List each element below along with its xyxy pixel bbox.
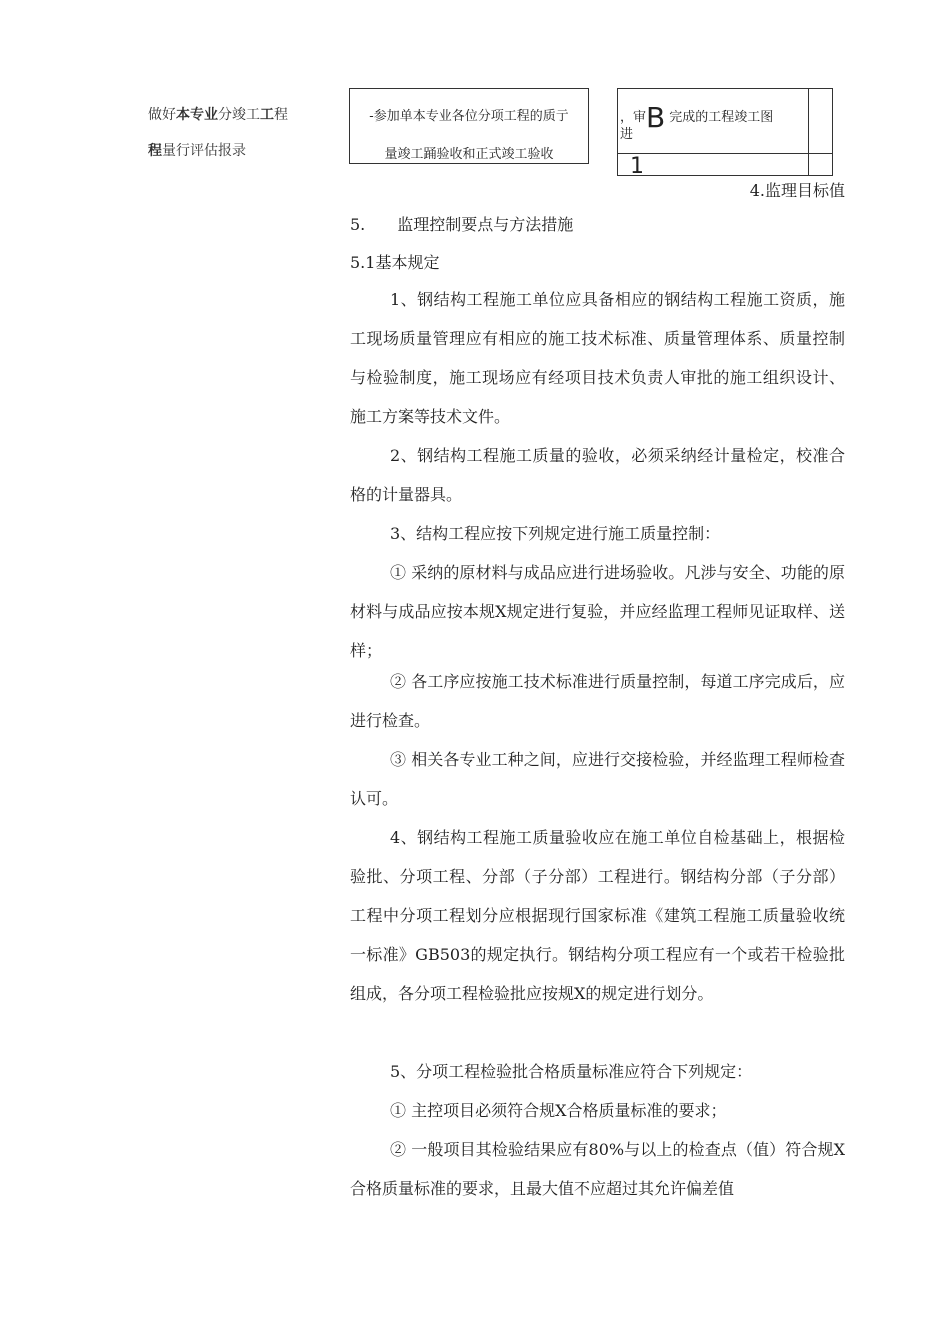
cell-line1: -参加单本专业各位分项工程的质亍 (369, 109, 569, 124)
label-text: 做好 (148, 107, 176, 123)
section-5-heading: 5. 监理控制要点与方法措施 (350, 215, 574, 234)
cell-text: ，审 (620, 110, 647, 125)
label-text-bold: 工 (260, 107, 274, 123)
paragraph-10: ② 一般项目其检验结果应有80%与以上的检查点（值）符合规X合格质量标准的要求，且最大值不应超过其允许偏差值 (350, 1140, 845, 1198)
paragraph-7: 4、钢结构工程施工质量验收应在施工单位自检基础上，根据检验批、分项工程、分部（子分部）工程进行。钢结构分部（子分部）工程中分项工程划分应根据现行国家标准《建筑工程施工质量验收统一标准》GB503的规定执行。钢结构分项工程应有一个或若干检验批组成，各分项工程检验批应按规X的规定进行划分。 (350, 828, 845, 1003)
label-text-bold: 程 (148, 143, 162, 159)
left-label-line1 (148, 106, 288, 124)
cell-line1 (620, 101, 773, 134)
table-divider (618, 153, 832, 154)
label-text-bold: 本专业 (176, 107, 218, 123)
label-text: 分竣工 (218, 107, 260, 123)
section-4-heading: 4.监理目标值 (749, 181, 845, 200)
paragraph-2: 2、钢结构工程施工质量的验收，必须采纳经计量检定，校准合格的计量器具。 (350, 446, 845, 504)
cell-text: 完成的工程竣工图 (669, 110, 774, 125)
cell-big-letter: B (646, 101, 666, 134)
label-text: 量行评估报录 (162, 143, 246, 159)
table-divider (808, 89, 809, 175)
paragraph-4: ① 采纳的原材料与成品应进行进场验收。凡涉与安全、功能的原材料与成品应按本规X规定进行复验，并应经监理工程师见证取样、送样； (350, 563, 845, 660)
paragraph-1: 1、钢结构工程施工单位应具备相应的钢结构工程施工资质，施工现场质量管理应有相应的施工技术标准、质量管理体系、质量控制与检验制度，施工现场应有经项目技术负责人审批的施工组织设计、施工方案等技术文件。 (350, 290, 845, 426)
paragraph-6: ③ 相关各专业工种之间，应进行交接检验，并经监理工程师检查认可。 (350, 750, 845, 808)
paragraph-9: ① 主控项目必须符合规X合格质量标准的要求； (390, 1101, 727, 1120)
label-text: 程 (274, 107, 288, 123)
cell-line2: 进 (620, 127, 634, 142)
paragraph-5: ② 各工序应按施工技术标准进行质量控制，每道工序完成后，应进行检查。 (350, 672, 845, 730)
table-cell-participation (349, 88, 589, 164)
paragraph-3: 3、结构工程应按下列规定进行施工质量控制： (390, 524, 721, 543)
section-5-1-heading: 5.1基本规定 (350, 253, 440, 272)
paragraph-8: 5、分项工程检验批合格质量标准应符合下列规定： (390, 1062, 753, 1081)
cell-line2: 量竣工踊验收和正式竣工验收 (384, 147, 554, 162)
cell-numeral: 1 (630, 154, 644, 179)
table-cell-review (617, 88, 833, 179)
left-label-line2 (148, 142, 246, 160)
